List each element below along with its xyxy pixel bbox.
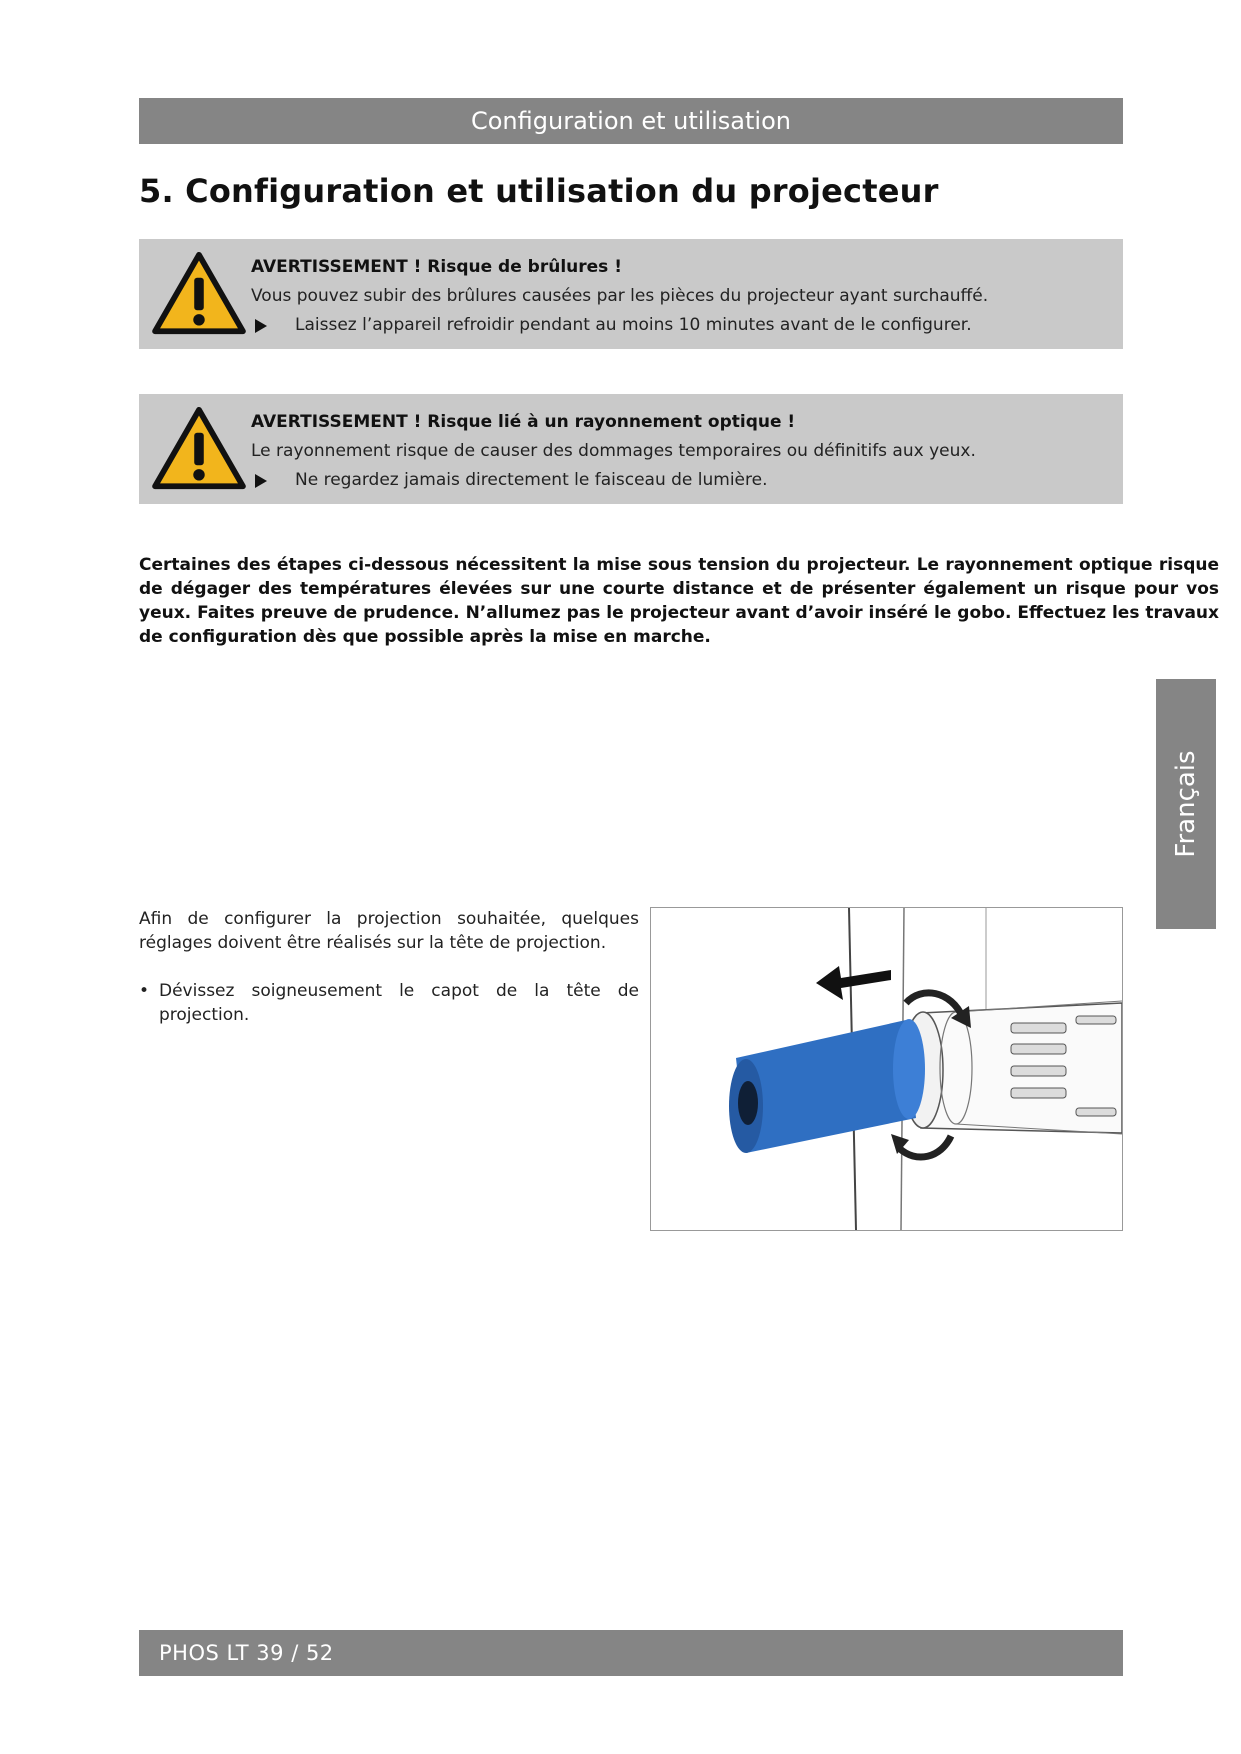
play-triangle-icon bbox=[255, 319, 267, 333]
header-title: Configuration et utilisation bbox=[470, 107, 791, 135]
instructions-paragraph: Afin de configurer la projection souhaitée, quelques réglages doivent être réalisés sur la tête de projection. bbox=[139, 909, 639, 953]
list-item-text: Dévissez soigneusement le capot de la tête de projection. bbox=[159, 981, 639, 1025]
intro-paragraph: Certaines des étapes ci-dessous nécessitent la mise sous tension du projecteur. Le rayonnement optique risque de dégager des températures élevées sur une courte distance et de présenter également un risque pour vos yeux. Faites preuve de prudence. N’allumez pas le projecteur avant d’avoir inséré le gobo. Effectuez les travaux de configuration dès que possible après la mise en marche. bbox=[139, 555, 1219, 647]
list-item bbox=[139, 979, 639, 1027]
page-number: PHOS LT 39 / 52 bbox=[159, 1641, 334, 1665]
arrow-left-icon bbox=[816, 966, 891, 1000]
header-bar bbox=[139, 98, 1123, 144]
play-triangle-icon bbox=[255, 474, 267, 488]
warning-step bbox=[251, 311, 1103, 340]
bullet-icon: • bbox=[139, 981, 150, 1001]
language-tab bbox=[1156, 679, 1216, 929]
warning-step bbox=[251, 466, 1103, 495]
warning-text: Le rayonnement risque de causer des dommages temporaires ou définitifs aux yeux. bbox=[251, 441, 976, 461]
figure-unscrew-cap bbox=[650, 907, 1123, 1231]
warning-box-burns bbox=[139, 239, 1123, 349]
warning-step-text: Laissez l’appareil refroidir pendant au moins 10 minutes avant de le configurer. bbox=[295, 315, 972, 335]
warning-text: Vous pouvez subir des brûlures causées par les pièces du projecteur ayant surchauffé. bbox=[251, 286, 989, 306]
language-tab-label: Français bbox=[1171, 750, 1201, 858]
warning-title: AVERTISSEMENT ! Risque de brûlures ! bbox=[251, 257, 622, 277]
warning-triangle-icon bbox=[151, 406, 247, 492]
instructions bbox=[139, 907, 639, 1027]
warning-title: AVERTISSEMENT ! Risque lié à un rayonnement optique ! bbox=[251, 412, 796, 432]
warning-step-text: Ne regardez jamais directement le faisceau de lumière. bbox=[295, 470, 768, 490]
projector-head-illustration bbox=[651, 908, 1122, 1230]
warning-triangle-icon bbox=[151, 251, 247, 337]
footer-bar bbox=[139, 1630, 1123, 1676]
warning-box-optical bbox=[139, 394, 1123, 504]
section-title: 5. Configuration et utilisation du projecteur bbox=[139, 172, 939, 210]
